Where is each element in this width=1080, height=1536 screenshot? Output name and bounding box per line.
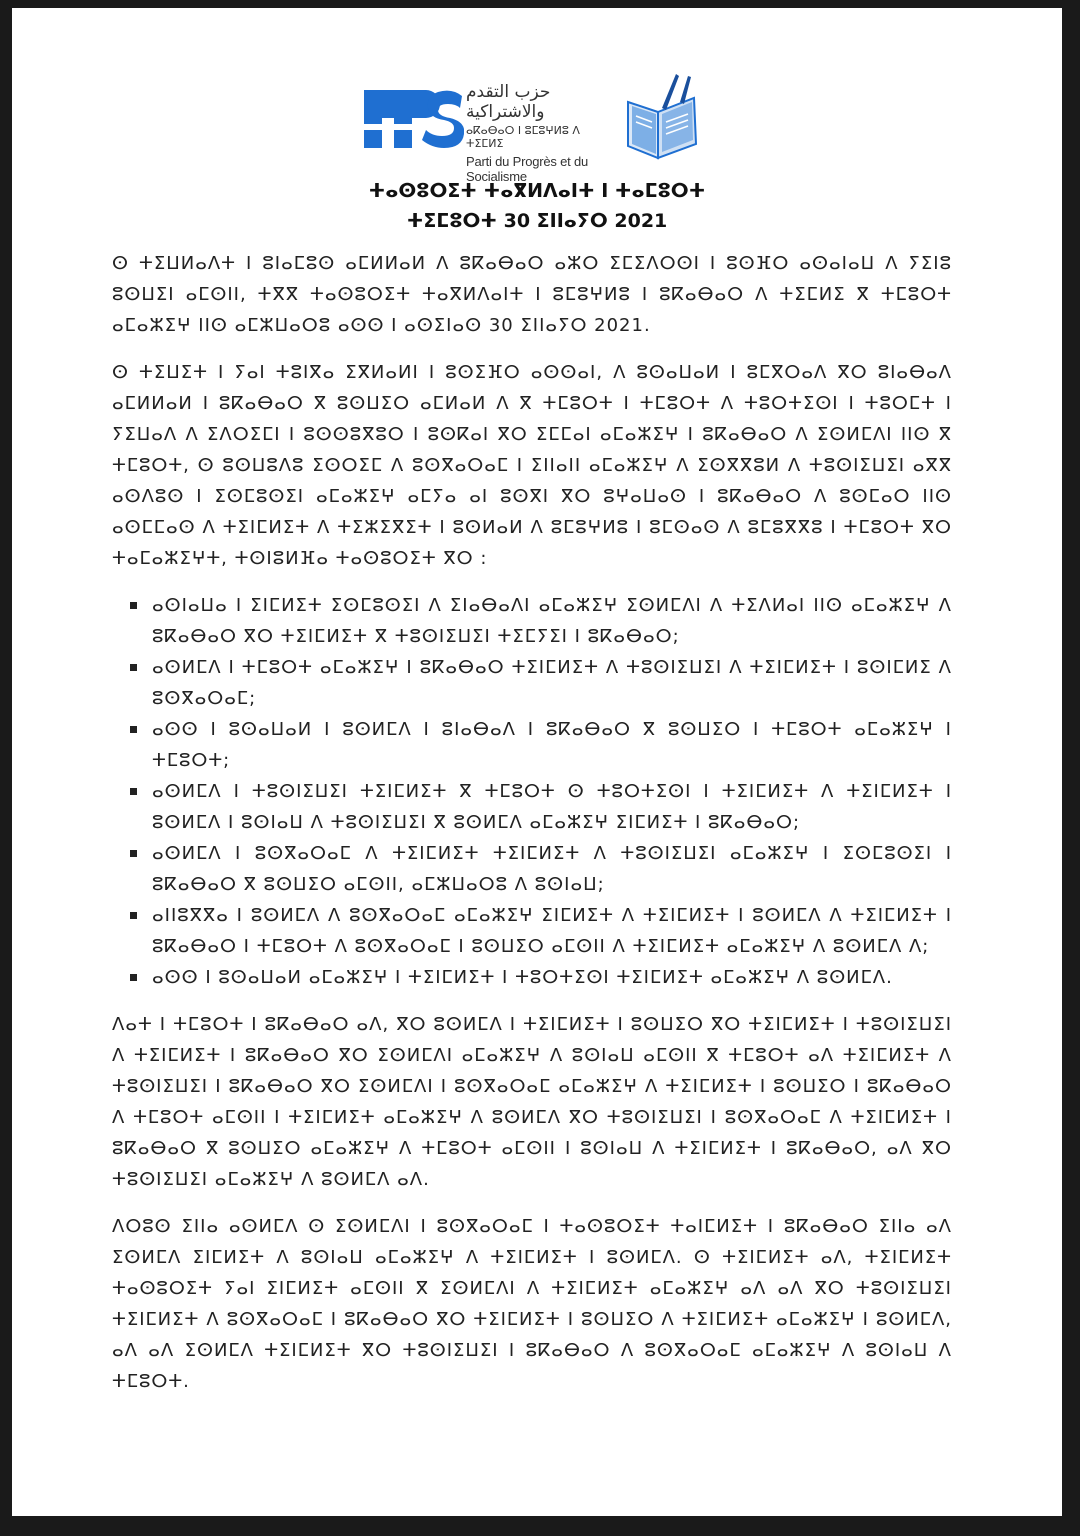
list-item [152,776,952,838]
list-item [152,900,952,962]
document-body [112,248,952,1413]
pps-logo-icon [364,88,464,150]
document-page [12,8,1062,1516]
bullet-icon [130,664,137,671]
open-book-icon [622,72,702,162]
logo-french-text: Parti du Progrès et du Socialisme [466,154,589,184]
paragraph-context: ⵙ ⵜⵉⵡⵉⵜ ⵏ ⵢⴰⵏ ⵜⵓⵏⴳⴰ ⵉⴳⵍⴰⵍⵏ ⵏ ⵓⵙⵉⴼⵔ ⴰⵙⵙⴰⵏ, ⴷ ⵓⵙⴰⵡⴰⵍ ⵏ ⵓⵎⴳⵔⴰⴷ ⴳⵔ ⵓⵏⴰⴱⴰⴷ ⴰⵎⵍⵍⴰⵍ ⵏ ⵓⴽⴰⴱⴰⵔ ⴳ ⵓⵙⵡⵉⵔ ⴰⵎⵍⴰⵍ ⴷ ⴳ ⵜⵎⵓⵔⵜ ⵏ ⵜⵎⵓⵔⵜ ⴷ ⵜⵓⵔⵜⵉⵙⵏ ⵏ ⵜⵓⵔⵎⵜ ⵏ ⵢⵉⵡⴰⴷ ⴷ ⵉⴷⵔⵉⵎⵏ ⵏ ⵓⵙⵙⵓⴳⵓⵔ ⵏ ⵓⵙⴽⴰⵏ ⴳⵔ ⵉⵎⵎⴰⵏ ⴰⵎⴰⵣⵉⵖ ⵏ ⵓⴽⴰⴱⴰⵔ ⴷ ⵉⵙⵍⵎⴷⵏ ⵏⵏⵙ ⴳ ⵜⵎⵓⵔⵜ, ⵙ ⵓⵙⵡⵓⴷⵓ ⵉⵙⵔⵉⵎ ⴷ ⵓⵙⴳⴰⵔⴰⵎ ⵏ ⵉⵏⵏⴰⵏⵏ ⴰⵎⴰⵣⵉⵖ ⴷ ⵉⵙⴳⴳⵓⵍ ⴷ ⵜⵓⵙⵏⵉⵡⵉⵏ ⴰⴳⴳ ⴰⵙⴷⵓⵙ ⵏ ⵉⵙⵎⵓⵙⵉⵏ ⴰⵎⴰⵣⵉⵖ ⴰⵎⵢⴰ ⴰⵏ ⵓⵙⴳⵏ ⴳⵔ ⵓⵖⴰⵡⴰⵙ ⵏ ⵓⴽⴰⴱⴰⵔ ⴷ ⵓⵙⵎⴰⵔ ⵏⵏⵙ ⴰⵙⵎⵎⴰⵙ ⴷ ⵜⵉⵏⵎⵍⵉⵜ ⴷ ⵜⵉⵣⵉⴳⵉⵜ ⵏ ⵓⵙⵍⴰⵍ ⴷ ⵓⵎⵓⵖⵍⵓ ⵏ ⵓⵎⵙⴰⵙ ⴷ ⵓⵎⵓⴳⴳⵓ ⵏ ⵜⵎⵓⵔⵜ ⴳⵔ ⵜⴰⵎⴰⵣⵉⵖⵜ, ⵜⵙⵏⵓⵍⴼⴰ ⵜⴰⵙⵓⵔⵉⵜ ⴳⵔ : [112,362,952,569]
demands-list [112,590,952,993]
list-item-text: ⴰⵙⵏⴰⵡⴰ ⵏ ⵉⵏⵎⵍⵉⵜ ⵉⵙⵎⵓⵙⵉⵏ ⴷ ⵉⵏⴰⴱⴰⴷⵏ ⴰⵎⴰⵣⵉⵖ ⵉⵙⵍⵎⴷⵏ ⴷ ⵜⵉⴷⵍⴰⵏ ⵏⵏⵙ ⴰⵎⴰⵣⵉⵖ ⴷ ⵓⴽⴰⴱⴰⵔ ⴳⵔ ⵜⵉⵏⵎⵍⵉⵜ ⴳ ⵜⵓⵙⵏⵉⵡⵉⵏ ⵜⵉⵎⵢⵉⵏ ⵏ ⵓⴽⴰⴱⴰⵔ; [152,595,952,647]
document-title [12,176,1062,236]
list-item-text: ⴰⵙⵍⵎⴷ ⵏ ⵜⵓⵙⵏⵉⵡⵉⵏ ⵜⵉⵏⵎⵍⵉⵜ ⴳ ⵜⵎⵓⵔⵜ ⵙ ⵜⵓⵔⵜⵉⵙⵏ ⵏ ⵜⵉⵏⵎⵍⵉⵜ ⴷ ⵜⵉⵏⵎⵍⵉⵜ ⵏ ⵓⵙⵍⵎⴷ ⵏ ⵓⵙⵏⴰⵡ ⴷ ⵜⵓⵙⵏⵉⵡⵉⵏ ⴳ ⵓⵙⵍⵎⴷ ⴰⵎⴰⵣⵉⵖ ⵉⵏⵎⵍⵉⵜ ⵏ ⵓⴽⴰⴱⴰⵔ; [152,781,952,833]
list-item [152,652,952,714]
list-item [152,838,952,900]
list-item-text: ⴰⵙⵙ ⵏ ⵓⵙⴰⵡⴰⵍ ⴰⵎⴰⵣⵉⵖ ⵏ ⵜⵉⵏⵎⵍⵉⵜ ⵏ ⵜⵓⵔⵜⵉⵙⵏ ⵜⵉⵏⵎⵍⵉⵜ ⴰⵎⴰⵣⵉⵖ ⴷ ⵓⵙⵍⵎⴷ. [152,967,893,988]
title-line-2: ⵜⵉⵎⵓⵔⵜ 30 ⵉⵏⵏⴰⵢⵔ 2021 [406,210,668,232]
logo-tifinagh-text: ⴰⴽⴰⴱⴰⵔ ⵏ ⵓⵎⵓⵖⵍⵓ ⴷ ⵜⵉⵎⵍⵉ [466,124,580,150]
bullet-icon [130,974,137,981]
bullet-icon [130,726,137,733]
paragraph-closing-1: ⴷⴰⵜ ⵏ ⵜⵎⵓⵔⵜ ⵏ ⵓⴽⴰⴱⴰⵔ ⴰⴷ, ⴳⵔ ⵓⵙⵍⵎⴷ ⵏ ⵜⵉⵏⵎⵍⵉⵜ ⵏ ⵓⵙⵡⵉⵔ ⴳⵔ ⵜⵉⵏⵎⵍⵉⵜ ⵏ ⵜⵓⵙⵏⵉⵡⵉⵏ ⴷ ⵜⵉⵏⵎⵍⵉⵜ ⵏ ⵓⴽⴰⴱⴰⵔ ⴳⵔ ⵉⵙⵍⵎⴷⵏ ⴰⵎⴰⵣⵉⵖ ⴷ ⵓⵙⵏⴰⵡ ⴰⵎⵙⵏⵏ ⴳ ⵜⵎⵓⵔⵜ ⴰⴷ ⵜⵉⵏⵎⵍⵉⵜ ⴷ ⵜⵓⵙⵏⵉⵡⵉⵏ ⵏ ⵓⴽⴰⴱⴰⵔ ⴳⵔ ⵉⵙⵍⵎⴷⵏ ⵏ ⵓⵙⴳⴰⵔⴰⵎ ⴰⵎⴰⵣⵉⵖ ⴷ ⵜⵉⵏⵎⵍⵉⵜ ⵏ ⵓⵙⵡⵉⵔ ⵏ ⵓⴽⴰⴱⴰⵔ ⴷ ⵜⵎⵓⵔⵜ ⴰⵎⵙⵏⵏ ⵏ ⵜⵉⵏⵎⵍⵉⵜ ⴰⵎⴰⵣⵉⵖ ⴷ ⵓⵙⵍⵎⴷ ⴳⵔ ⵜⵓⵙⵏⵉⵡⵉⵏ ⵏ ⵓⵙⴳⴰⵔⴰⵎ ⴷ ⵜⵉⵏⵎⵍⵉⵜ ⵏ ⵓⴽⴰⴱⴰⵔ ⴳ ⵓⵙⵡⵉⵔ ⴰⵎⴰⵣⵉⵖ ⴷ ⵜⵎⵓⵔⵜ ⴰⵎⵙⵏⵏ ⵏ ⵓⵙⵏⴰⵡ ⴷ ⵜⵉⵏⵎⵍⵉⵜ ⵏ ⵓⴽⴰⴱⴰⵔ, ⴰⴷ ⴳⵔ ⵜⵓⵙⵏⵉⵡⵉⵏ ⴰⵎⴰⵣⵉⵖ ⴷ ⵓⵙⵍⵎⴷ ⴰⴷ. [112,1014,952,1190]
logo-text-block [466,82,616,184]
paragraph-closing-2: ⴷⵔⵓⵙ ⵉⵏⵏⴰ ⴰⵙⵍⵎⴷ ⵙ ⵉⵙⵍⵎⴷⵏ ⵏ ⵓⵙⴳⴰⵔⴰⵎ ⵏ ⵜⴰⵙⵓⵔⵉⵜ ⵜⴰⵏⵎⵍⵉⵜ ⵏ ⵓⴽⴰⴱⴰⵔ ⵉⵏⵏⴰ ⴰⴷ ⵉⵙⵍⵎⴷ ⵉⵏⵎⵍⵉⵜ ⴷ ⵓⵙⵏⴰⵡ ⴰⵎⴰⵣⵉⵖ ⴷ ⵜⵉⵏⵎⵍⵉⵜ ⵏ ⵓⵙⵍⵎⴷ. ⵙ ⵜⵉⵏⵎⵍⵉⵜ ⴰⴷ, ⵜⵉⵏⵎⵍⵉⵜ ⵜⴰⵙⵓⵔⵉⵜ ⵢⴰⵏ ⵉⵏⵎⵍⵉⵜ ⴰⵎⵙⵏⵏ ⴳ ⵉⵙⵍⵎⴷⵏ ⴷ ⵜⵉⵏⵎⵍⵉⵜ ⴰⵎⴰⵣⵉⵖ ⴰⴷ ⴰⴷ ⴳⵔ ⵜⵓⵙⵏⵉⵡⵉⵏ ⵜⵉⵏⵎⵍⵉⵜ ⴷ ⵓⵙⴳⴰⵔⴰⵎ ⵏ ⵓⴽⴰⴱⴰⵔ ⴳⵔ ⵜⵉⵏⵎⵍⵉⵜ ⵏ ⵓⵙⵡⵉⵔ ⴷ ⵜⵉⵏⵎⵍⵉⵜ ⴰⵎⴰⵣⵉⵖ ⵏ ⵓⵙⵍⵎⴷ, ⴰⴷ ⴰⴷ ⵉⵙⵍⵎⴷ ⵜⵉⵏⵎⵍⵉⵜ ⴳⵔ ⵜⵓⵙⵏⵉⵡⵉⵏ ⵏ ⵓⴽⴰⴱⴰⵔ ⴷ ⵓⵙⴳⴰⵔⴰⵎ ⴰⵎⴰⵣⵉⵖ ⴷ ⵓⵙⵏⴰⵡ ⴷ ⵜⵎⵓⵔⵜ. [112,1216,952,1392]
bullet-icon [130,912,137,919]
logo-arabic-text: حزب التقدم والاشتراكية [466,82,551,122]
list-item-text: ⴰⵙⵍⵎⴷ ⵏ ⵜⵎⵓⵔⵜ ⴰⵎⴰⵣⵉⵖ ⵏ ⵓⴽⴰⴱⴰⵔ ⵜⵉⵏⵎⵍⵉⵜ ⴷ ⵜⵓⵙⵏⵉⵡⵉⵏ ⴷ ⵜⵉⵏⵎⵍⵉⵜ ⵏ ⵓⵙⵏⵎⵍⵉ ⴷ ⵓⵙⴳⴰⵔⴰⵎ; [152,657,952,709]
bullet-icon [130,850,137,857]
party-logo [364,68,714,184]
list-item-text: ⴰⵏⵏⵓⴳⴳⴰ ⵏ ⵓⵙⵍⵎⴷ ⴷ ⵓⵙⴳⴰⵔⴰⵎ ⴰⵎⴰⵣⵉⵖ ⵉⵏⵎⵍⵉⵜ ⴷ ⵜⵉⵏⵎⵍⵉⵜ ⵏ ⵓⵙⵍⵎⴷ ⴷ ⵜⵉⵏⵎⵍⵉⵜ ⵏ ⵓⴽⴰⴱⴰⵔ ⵏ ⵜⵎⵓⵔⵜ ⴷ ⵓⵙⴳⴰⵔⴰⵎ ⵏ ⵓⵙⵡⵉⵔ ⴰⵎⵙⵏⵏ ⴷ ⵜⵉⵏⵎⵍⵉⵜ ⴰⵎⴰⵣⵉⵖ ⴷ ⵓⵙⵍⵎⴷ ⴷ; [152,905,952,957]
list-item [152,590,952,652]
list-item [152,962,952,993]
list-item-text: ⴰⵙⵙ ⵏ ⵓⵙⴰⵡⴰⵍ ⵏ ⵓⵙⵍⵎⴷ ⵏ ⵓⵏⴰⴱⴰⴷ ⵏ ⵓⴽⴰⴱⴰⵔ ⴳ ⵓⵙⵡⵉⵔ ⵏ ⵜⵎⵓⵔⵜ ⴰⵎⴰⵣⵉⵖ ⵏ ⵜⵎⵓⵔⵜ; [152,719,952,771]
list-item-text: ⴰⵙⵍⵎⴷ ⵏ ⵓⵙⴳⴰⵔⴰⵎ ⴷ ⵜⵉⵏⵎⵍⵉⵜ ⵜⵉⵏⵎⵍⵉⵜ ⴷ ⵜⵓⵙⵏⵉⵡⵉⵏ ⴰⵎⴰⵣⵉⵖ ⵏ ⵉⵙⵎⵓⵙⵉⵏ ⵏ ⵓⴽⴰⴱⴰⵔ ⴳ ⵓⵙⵡⵉⵔ ⴰⵎⵙⵏⵏ, ⴰⵎⵣⵡⴰⵔⵓ ⴷ ⵓⵙⵏⴰⵡ; [152,843,952,895]
title-line-1: ⵜⴰⵙⵓⵔⵉⵜ ⵜⴰⴳⵍⴷⴰⵏⵜ ⵏ ⵜⴰⵎⵓⵔⵜ [368,180,706,202]
bullet-icon [130,602,137,609]
paragraph-intro: ⵙ ⵜⵉⵡⵍⴰⴷⵜ ⵏ ⵓⵏⴰⵎⵓⵙ ⴰⵎⵍⵍⴰⵍ ⴷ ⵓⴽⴰⴱⴰⵔ ⴰⵣⵔ ⵉⵎⵉⴷⵔⵙⵏ ⵏ ⵓⵙⴼⵔ ⴰⵙⴰⵏⴰⵡ ⴷ ⵢⵉⵏⵓ ⵓⵙⵡⵉⵏ ⴰⵎⵙⵏⵏ, ⵜⴳⴳ ⵜⴰⵙⵓⵔⵉⵜ ⵜⴰⴳⵍⴷⴰⵏⵜ ⵏ ⵓⵎⵓⵖⵍⵓ ⵏ ⵓⴽⴰⴱⴰⵔ ⴷ ⵜⵉⵎⵍⵉ ⴳ ⵜⵎⵓⵔⵜ ⴰⵎⴰⵣⵉⵖ ⵏⵏⵙ ⴰⵎⵣⵡⴰⵔⵓ ⴰⵙⵙ ⵏ ⴰⵙⵉⵏⴰⵙ 30 ⵉⵏⵏⴰⵢⵔ 2021. [112,253,952,336]
bullet-icon [130,788,137,795]
list-item [152,714,952,776]
